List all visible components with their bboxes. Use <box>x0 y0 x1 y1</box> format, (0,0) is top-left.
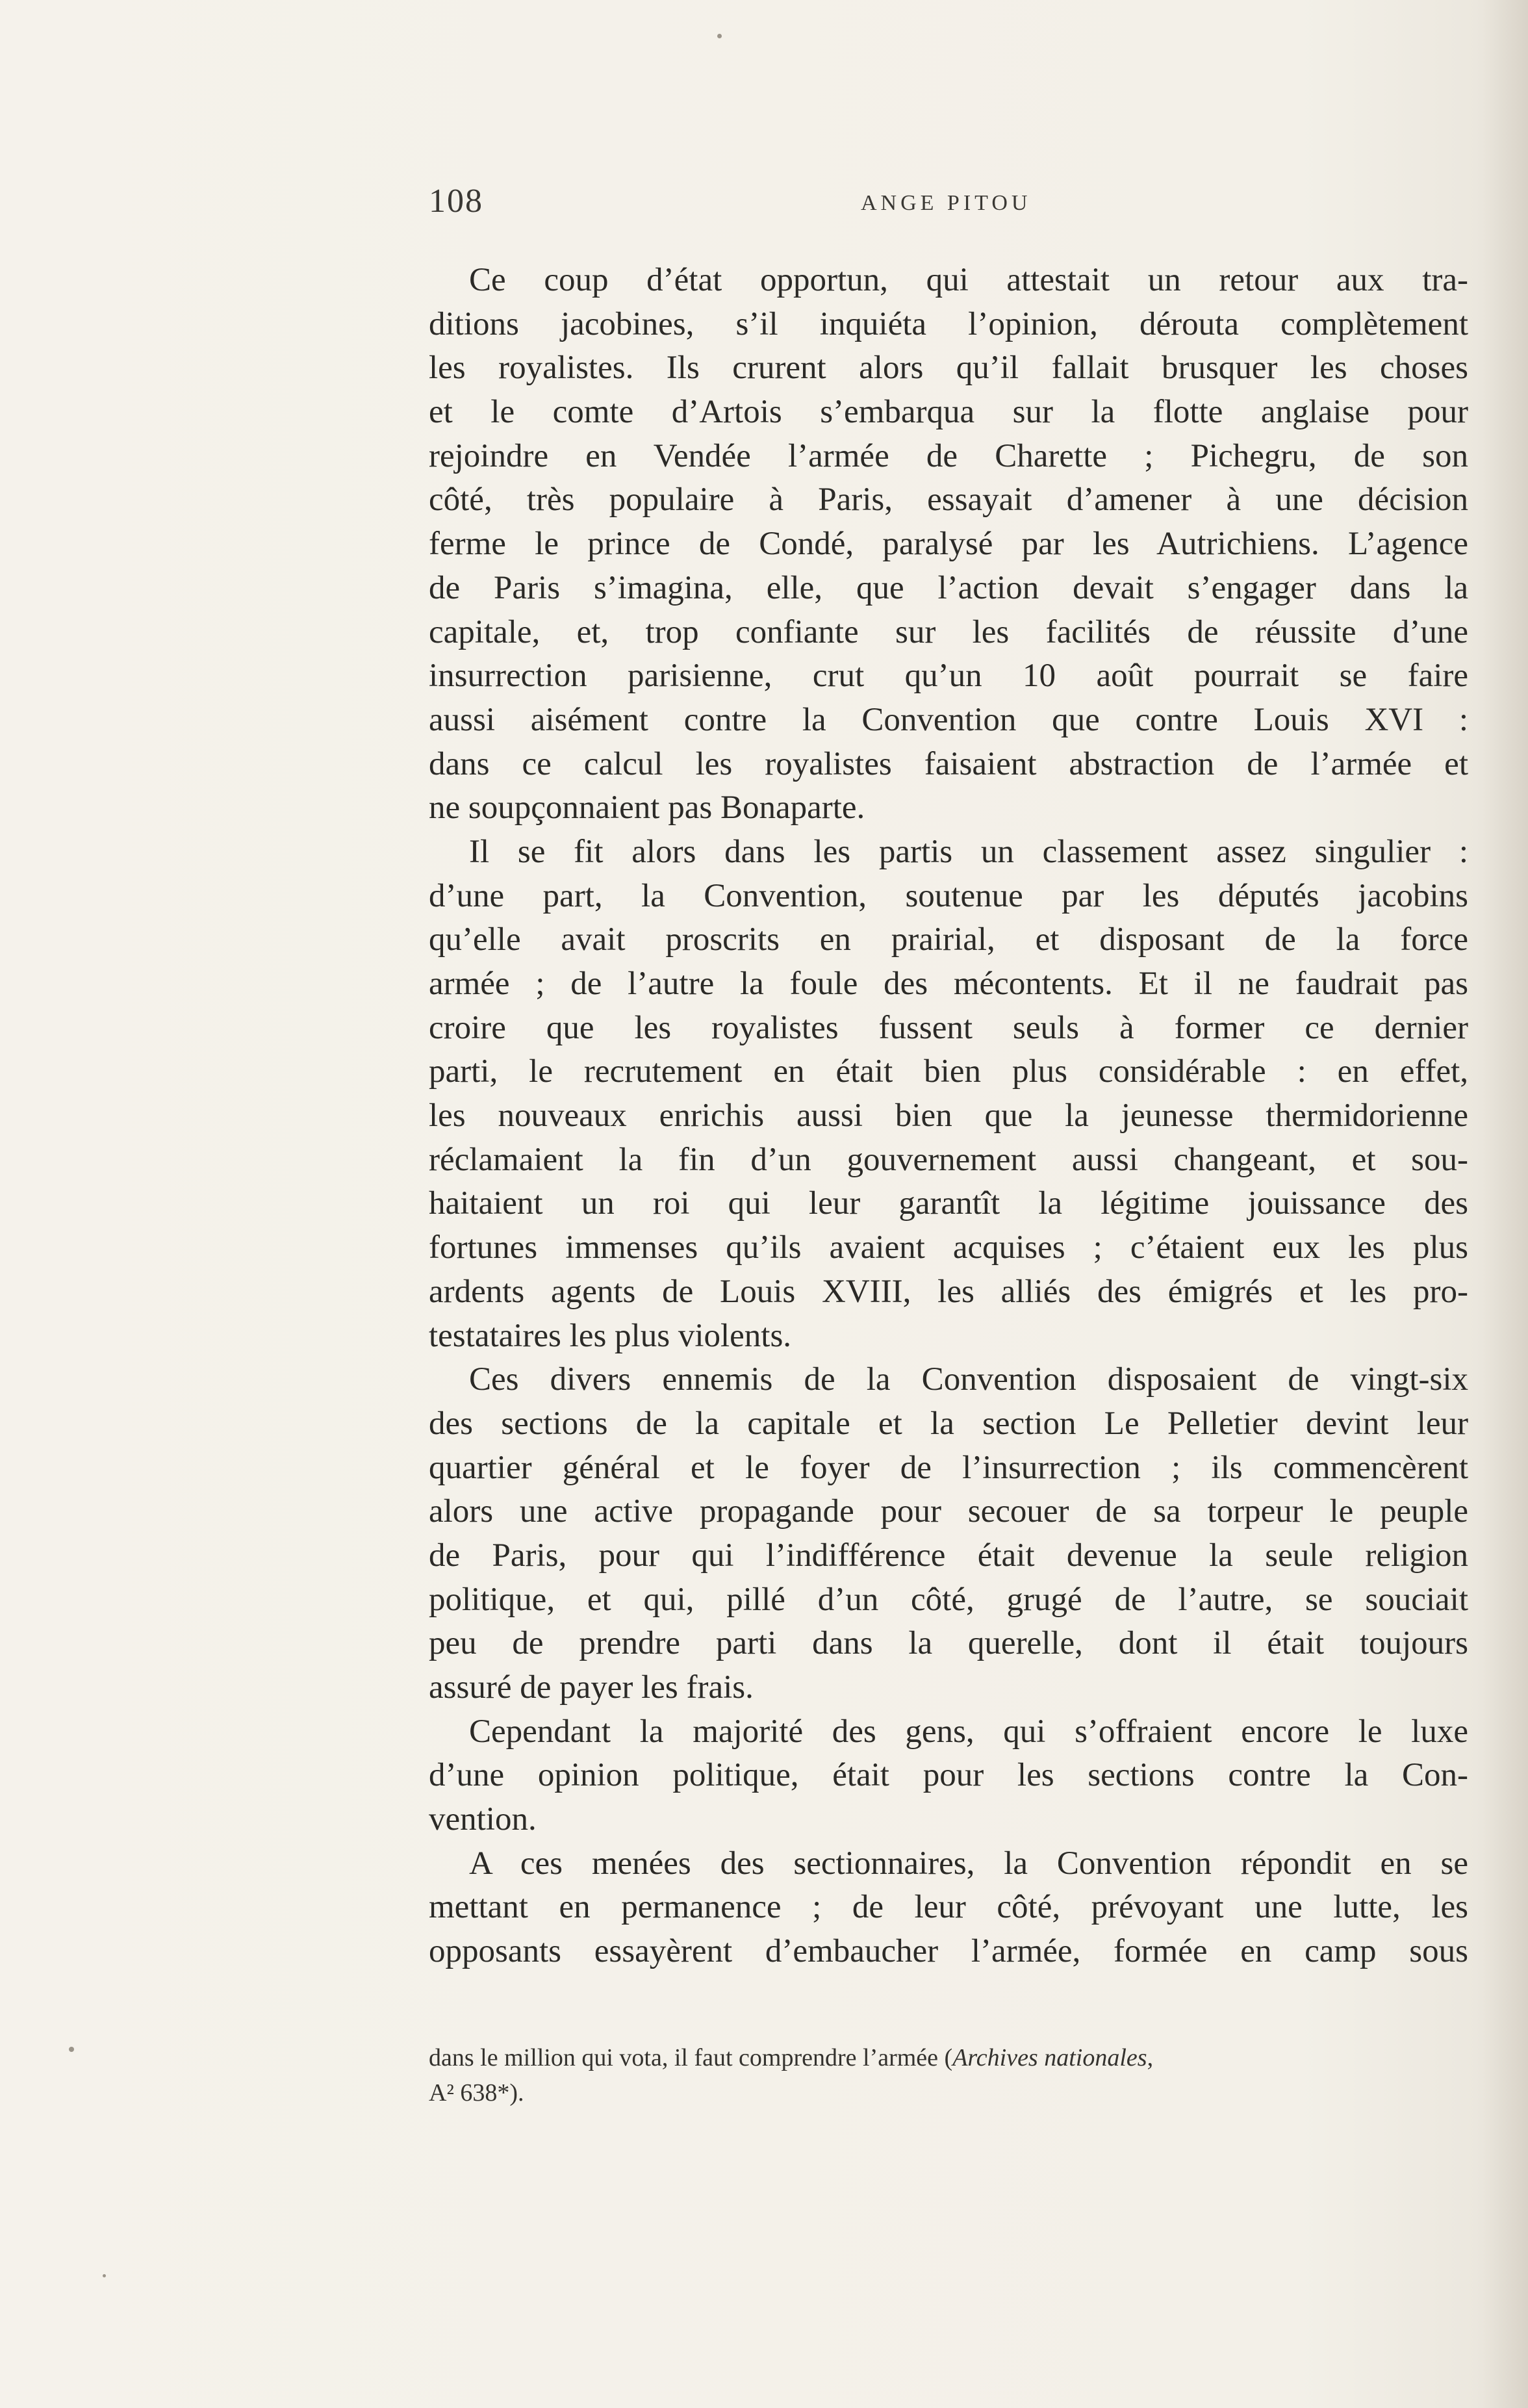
paper-speck <box>69 2047 74 2052</box>
footnote-line: A² 638*). <box>429 2079 524 2107</box>
text-line: de Paris, pour qui l’indifférence était devenue la seule religion <box>429 1537 1468 1574</box>
text-line: armée ; de l’autre la foule des mécontents. Et il ne faudrait pas <box>429 966 1468 1002</box>
text-line: capitale, et, trop confiante sur les facilités de réussite d’une <box>429 613 1468 650</box>
paper-speck <box>103 2274 106 2277</box>
text-line: des sections de la capitale et la section Le Pelletier devint leur <box>429 1405 1468 1442</box>
text-line: parti, le recrutement en était bien plus considérable : en effet, <box>429 1053 1468 1090</box>
text-line: Ces divers ennemis de la Convention disposaient de vingt-six <box>469 1361 1468 1398</box>
text-line: vention. <box>429 1801 537 1838</box>
text-line: ferme le prince de Condé, paralysé par les Autrichiens. L’agence <box>429 526 1468 563</box>
text-line: Ce coup d’état opportun, qui attestait un retour aux tra- <box>469 262 1468 298</box>
text-line: réclamaient la fin d’un gouvernement aussi changeant, et sou- <box>429 1141 1468 1178</box>
page-gutter-shadow <box>1483 0 1528 2408</box>
text-line: insurrection parisienne, crut qu’un 10 août pourrait se faire <box>429 658 1468 695</box>
page-header <box>429 182 1468 227</box>
text-line: mettant en permanence ; de leur côté, prévoyant une lutte, les <box>429 1889 1468 1926</box>
text-line: assuré de payer les frais. <box>429 1669 754 1706</box>
footnote-text: dans le million qui vota, il faut comprendre l’armée ( <box>429 2044 953 2071</box>
text-line: dans ce calcul les royalistes faisaient abstraction de l’armée et <box>429 745 1468 782</box>
paper-speck <box>717 34 722 38</box>
text-line: rejoindre en Vendée l’armée de Charette ; Pichegru, de son <box>429 437 1468 474</box>
text-line: ditions jacobines, s’il inquiéta l’opinion, dérouta complètement <box>429 305 1468 342</box>
text-line: testataires les plus violents. <box>429 1317 792 1354</box>
body-text <box>429 259 1468 1974</box>
page-number: 108 <box>429 183 483 220</box>
text-line: ne soupçonnaient pas Bonaparte. <box>429 789 865 826</box>
text-line: les royalistes. Ils crurent alors qu’il fallait brusquer les choses <box>429 350 1468 387</box>
footnote-source-title: Archives nationales <box>952 2044 1147 2071</box>
text-line: opposants essayèrent d’embaucher l’armée, formée en camp sous <box>429 1933 1468 1970</box>
text-line: peu de prendre parti dans la querelle, dont il était toujours <box>429 1625 1468 1662</box>
running-title: ANGE PITOU <box>861 191 1032 215</box>
text-line: et le comte d’Artois s’embarqua sur la flotte anglaise pour <box>429 394 1468 431</box>
footnote-line <box>429 2040 1468 2075</box>
text-line: aussi aisément contre la Convention que contre Louis XVI : <box>429 701 1468 738</box>
text-line: Cependant la majorité des gens, qui s’offraient encore le luxe <box>469 1713 1468 1750</box>
footnote-comma: , <box>1147 2044 1154 2071</box>
text-line: qu’elle avait proscrits en prairial, et disposant de la force <box>429 921 1468 958</box>
text-line: ardents agents de Louis XVIII, les alliés des émigrés et les pro- <box>429 1273 1468 1310</box>
text-line: haitaient un roi qui leur garantît la légitime jouissance des <box>429 1185 1468 1222</box>
footnote <box>429 2040 1468 2110</box>
text-line: croire que les royalistes fussent seuls à former ce dernier <box>429 1009 1468 1046</box>
text-line: politique, et qui, pillé d’un côté, grugé de l’autre, se souciait <box>429 1581 1468 1618</box>
text-line: les nouveaux enrichis aussi bien que la jeunesse thermidorienne <box>429 1097 1468 1134</box>
text-line: alors une active propagande pour secouer de sa torpeur le peuple <box>429 1493 1468 1530</box>
text-line: de Paris s’imagina, elle, que l’action devait s’engager dans la <box>429 569 1468 606</box>
text-line: Il se fit alors dans les partis un classement assez singulier : <box>469 833 1468 870</box>
text-line: A ces menées des sectionnaires, la Convention répondit en se <box>469 1845 1468 1882</box>
text-line: côté, très populaire à Paris, essayait d’amener à une décision <box>429 481 1468 519</box>
text-line: fortunes immenses qu’ils avaient acquises ; c’étaient eux les plus <box>429 1229 1468 1266</box>
text-line: quartier général et le foyer de l’insurrection ; ils commencèrent <box>429 1449 1468 1486</box>
text-line: d’une opinion politique, était pour les sections contre la Con- <box>429 1757 1468 1794</box>
text-line: d’une part, la Convention, soutenue par les députés jacobins <box>429 877 1468 914</box>
